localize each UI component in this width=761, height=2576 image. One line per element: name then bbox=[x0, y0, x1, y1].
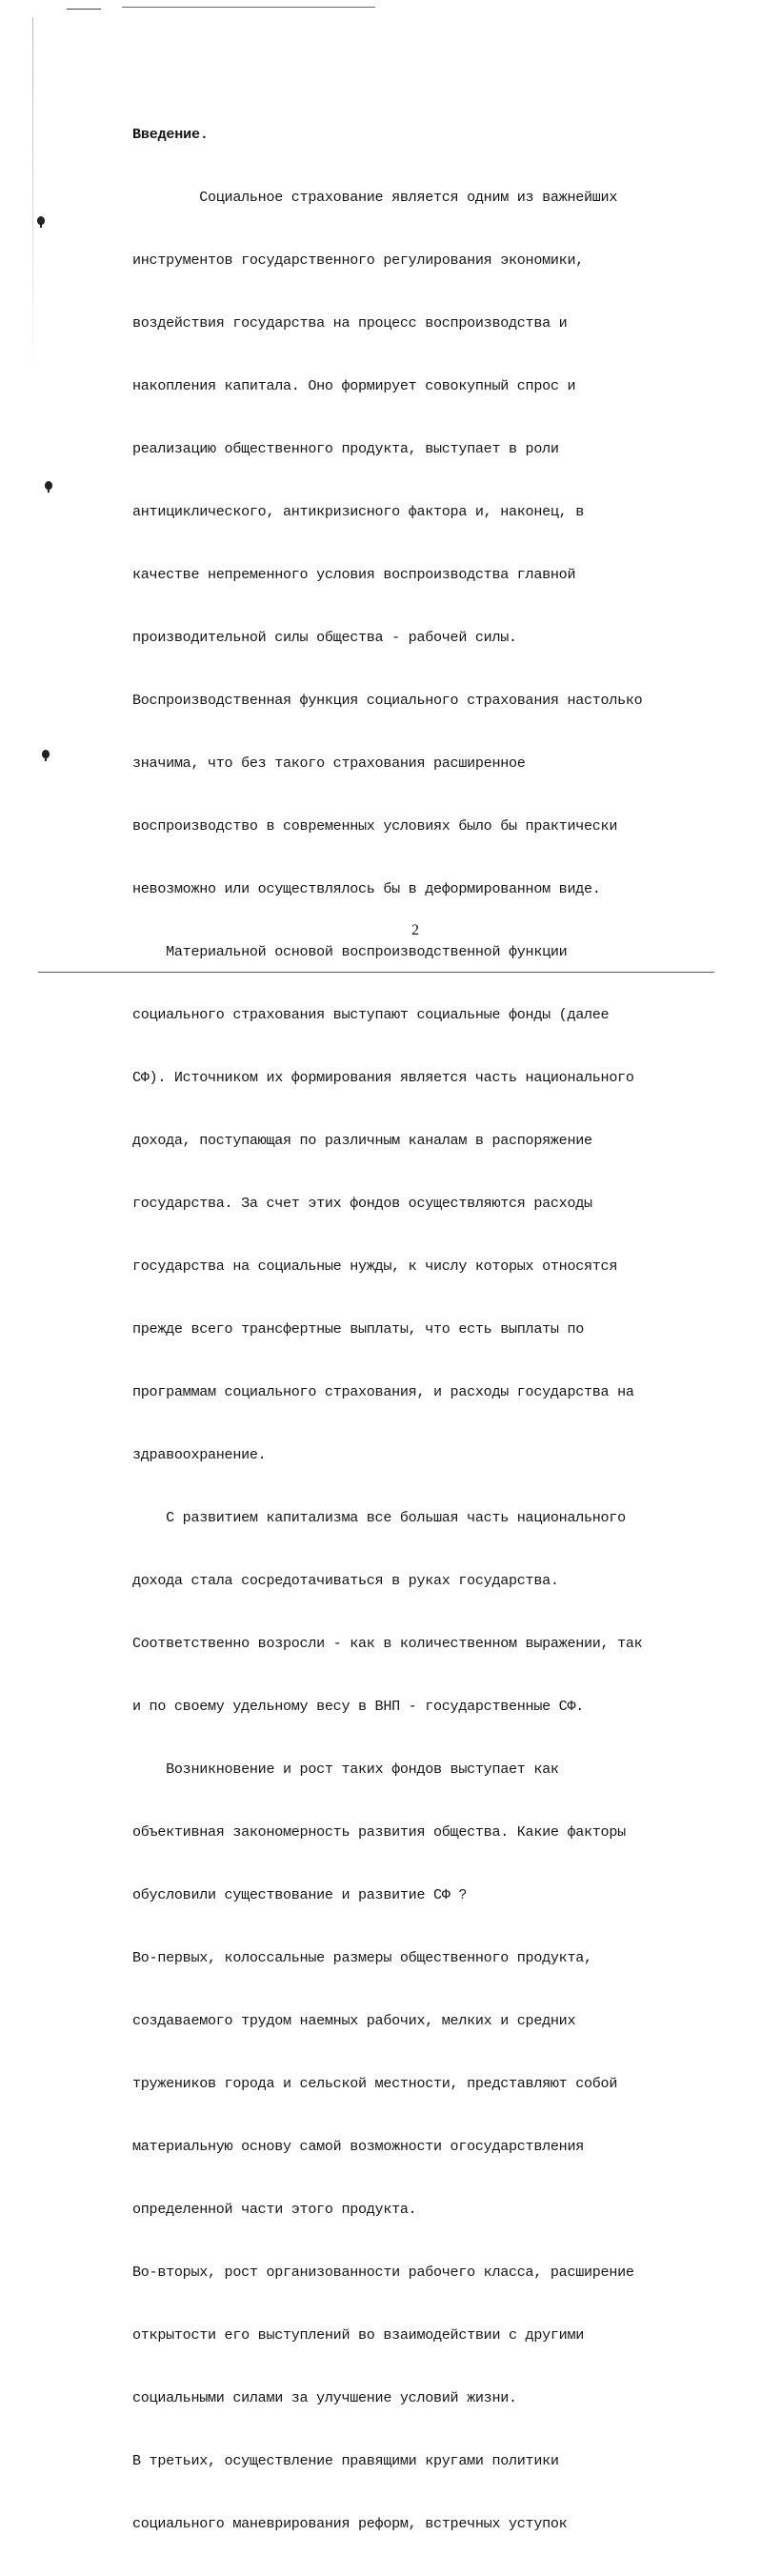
text-line: производительной силы общества - рабочей силы. bbox=[132, 629, 517, 646]
text-line: воздействия государства на процесс воспроизводства и bbox=[132, 314, 568, 332]
text-line: материальную основу самой возможности огосударствления bbox=[132, 2138, 584, 2155]
text-line: и по своему удельному весу в ВНП - государственные СФ. bbox=[132, 1698, 584, 1715]
text-line: дохода, поступающая по различным каналам в распоряжение bbox=[132, 1132, 592, 1149]
text-line: инструментов государственного регулирования экономики, bbox=[132, 252, 584, 269]
text-line: объективная закономерность развития общества. Какие факторы bbox=[132, 1823, 626, 1841]
text-line: Воспроизводственная функция социального страхования настолько bbox=[132, 692, 643, 709]
text-line: реализацию общественного продукта, выступает в роли bbox=[132, 440, 559, 457]
binding-hole-mark-3 bbox=[42, 750, 50, 758]
text-line: Во-первых, колоссальные размеры общественного продукта, bbox=[132, 1949, 592, 1966]
top-scan-line-left bbox=[67, 9, 101, 10]
text-line: Возникновение и рост таких фондов выступает как bbox=[132, 1761, 559, 1778]
left-margin-line bbox=[32, 17, 33, 379]
text-line: накопления капитала. Оно формирует совокупный спрос и bbox=[132, 377, 576, 394]
document-body bbox=[132, 82, 723, 2576]
page-number: 2 bbox=[411, 922, 419, 938]
text-line: государства. За счет этих фондов осуществляются расходы bbox=[132, 1195, 592, 1212]
text-line: антициклического, антикризисного фактора и, наконец, в bbox=[132, 503, 584, 520]
section-heading: Введение. bbox=[132, 126, 209, 143]
text-line: социальными силами за улучшение условий жизни. bbox=[132, 2389, 517, 2406]
text-line: создаваемого трудом наемных рабочих, мелких и средних bbox=[132, 2012, 576, 2029]
text-line: социального страхования выступают социальные фонды (далее bbox=[132, 1006, 610, 1023]
text-line: В третьих, осуществление правящими кругами политики bbox=[132, 2452, 559, 2469]
text-line: Соответственно возросли - как в количественном выражении, так bbox=[132, 1635, 643, 1652]
text-line: дохода стала сосредотачиваться в руках государства. bbox=[132, 1572, 559, 1589]
text-line: прежде всего трансфертные выплаты, что есть выплаты по bbox=[132, 1320, 584, 1338]
top-scan-line-right bbox=[122, 7, 375, 8]
text-line: тружеников города и сельской местности, представляют собой bbox=[132, 2075, 618, 2092]
bottom-scan-line bbox=[38, 972, 714, 973]
text-line: определенной части этого продукта. bbox=[132, 2201, 417, 2218]
text-line: Материальной основой воспроизводственной функции bbox=[132, 943, 568, 960]
text-line: здравоохранение. bbox=[132, 1446, 267, 1463]
text-line: Во-вторых, рост организованности рабочего класса, расширение bbox=[132, 2264, 634, 2281]
binding-hole-mark-2 bbox=[45, 481, 52, 490]
text-line: социального маневрирования реформ, встречных уступок bbox=[132, 2515, 568, 2532]
text-line: значима, что без такого страхования расширенное bbox=[132, 755, 526, 772]
text-line: государства на социальные нужды, к числу которых относятся bbox=[132, 1258, 618, 1275]
text-line: воспроизводство в современных условиях было бы практически bbox=[132, 817, 618, 835]
text-line: Социальное страхование является одним из важнейших bbox=[132, 189, 618, 206]
binding-hole-mark-1 bbox=[37, 216, 45, 225]
text-line: невозможно или осуществлялось бы в деформированном виде. bbox=[132, 880, 601, 897]
text-line: СФ). Источником их формирования является часть национального bbox=[132, 1069, 634, 1086]
text-line: программам социального страхования, и расходы государства на bbox=[132, 1383, 634, 1400]
text-line: обусловили существование и развитие СФ ? bbox=[132, 1886, 468, 1903]
text-line: С развитием капитализма все большая часть национального bbox=[132, 1509, 626, 1526]
text-line: качестве непременного условия воспроизводства главной bbox=[132, 566, 576, 583]
text-line: открытости его выступлений во взаимодействии с другими bbox=[132, 2326, 584, 2344]
